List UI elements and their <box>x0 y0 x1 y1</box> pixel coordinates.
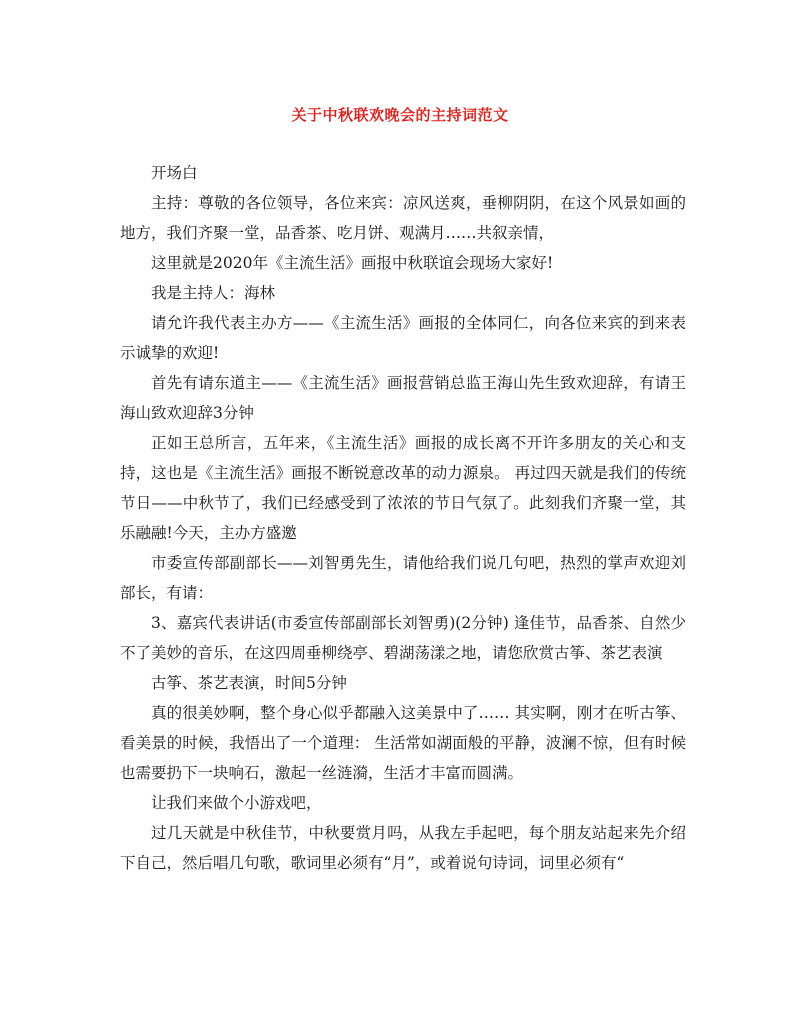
paragraph: 首先有请东道主——《主流生活》画报营销总监王海山先生致欢迎辞，有请王海山致欢迎辞3分钟 <box>120 374 686 422</box>
paragraph: 主持：尊敬的各位领导，各位来宾：凉风送爽，垂柳阴阴，在这个风景如画的地方，我们齐聚一堂，品香茶、吃月饼、观满月……共叙亲情， <box>120 194 686 242</box>
paragraph: 真的很美妙啊，整个身心似乎都融入这美景中了…… 其实啊，刚才在听古筝、看美景的时候，我悟出了一个道理： 生活常如湖面般的平静，波澜不惊，但有时候也需要扔下一块响石，激起一丝涟漪，生活才丰富而圆满。 <box>120 704 686 782</box>
paragraph: 开场白 <box>151 164 198 182</box>
paragraph: 这里就是2020年《主流生活》画报中秋联谊会现场大家好! <box>151 254 554 272</box>
paragraph: 正如王总所言，五年来，《主流生活》画报的成长离不开许多朋友的关心和支持，这也是《主流生活》画报不断锐意改革的动力源泉。 再过四天就是我们的传统节日——中秋节了，我们已经感受到了浓浓的节日气氛了。此刻我们齐聚一堂，其乐融融!今天，主办方盛邀 <box>120 434 686 542</box>
document-title: 关于中秋联欢晚会的主持词范文 <box>291 106 509 124</box>
paragraph: 3、嘉宾代表讲话(市委宣传部副部长刘智勇)(2分钟) 逢佳节，品香茶、自然少不了美妙的音乐，在这四周垂柳绕亭、碧湖荡漾之地，请您欣赏古筝、茶艺表演 <box>120 614 686 662</box>
paragraph: 让我们来做个小游戏吧， <box>151 794 322 812</box>
paragraph: 请允许我代表主办方——《主流生活》画报的全体同仁，向各位来宾的到来表示诚挚的欢迎! <box>120 314 686 362</box>
paragraph: 市委宣传部副部长——刘智勇先生，请他给我们说几句吧，热烈的掌声欢迎刘部长，有请： <box>120 554 686 602</box>
paragraph: 古筝、茶艺表演，时间5分钟 <box>151 674 347 692</box>
paragraph: 我是主持人：海林 <box>151 284 276 302</box>
document-body <box>120 158 686 878</box>
paragraph: 过几天就是中秋佳节，中秋要赏月吗，从我左手起吧，每个朋友站起来先介绍下自己，然后唱几句歌，歌词里必须有“月”，或着说句诗词，词里必须有“ <box>120 824 686 872</box>
